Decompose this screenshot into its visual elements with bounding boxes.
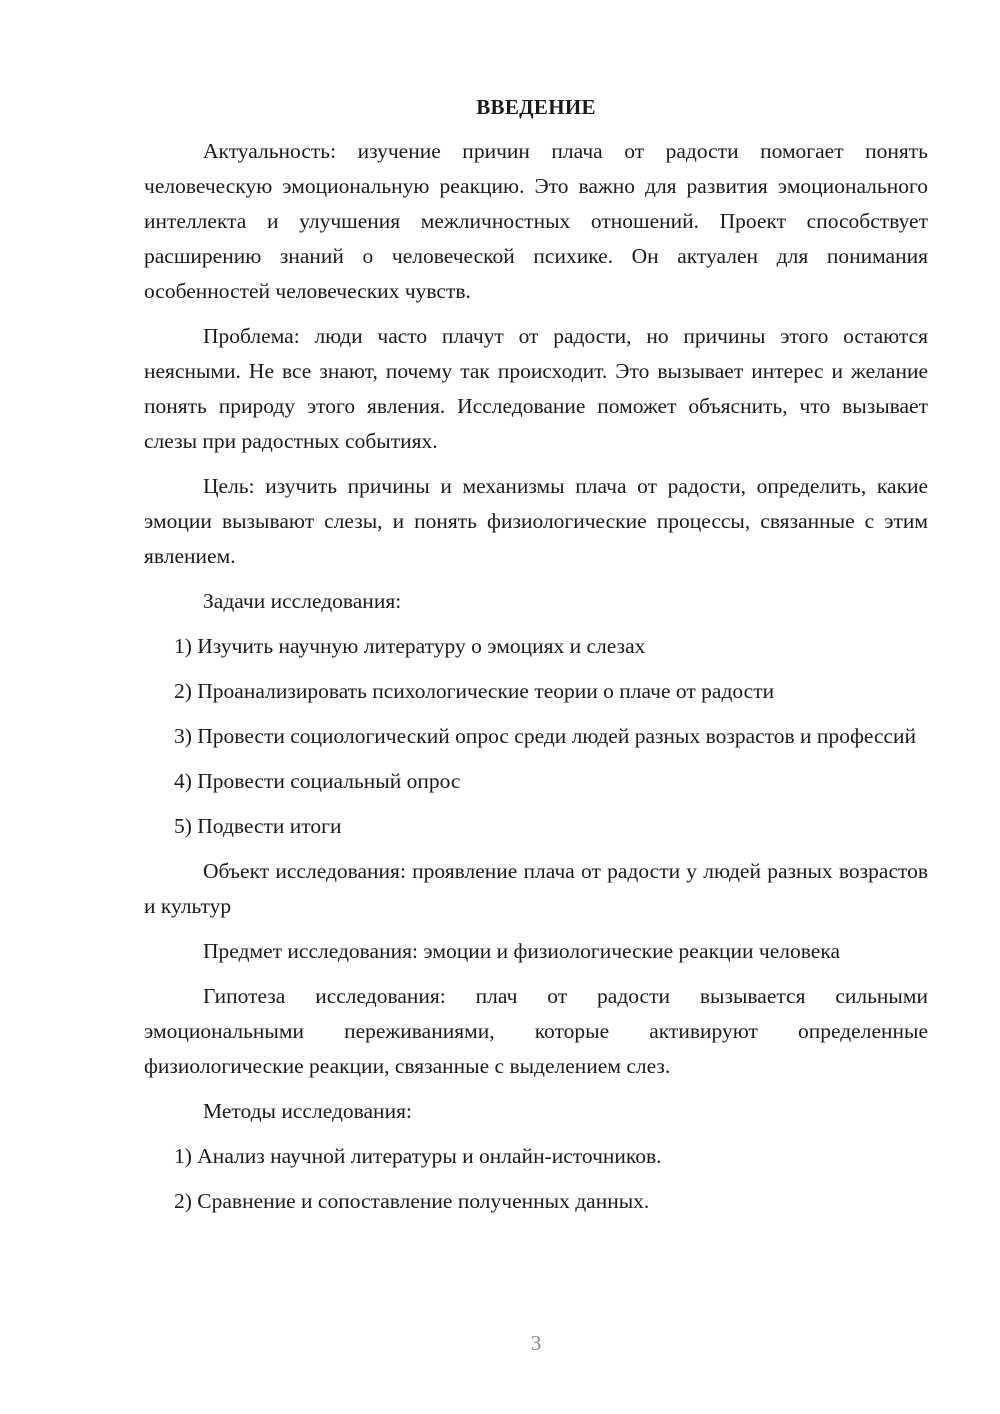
task-item: 4) Провести социальный опрос [174, 769, 461, 793]
methods-heading: Методы исследования: [203, 1099, 412, 1123]
object-paragraph: Объект исследования: проявление плача от радости у людей разных возрастов и культур [144, 859, 928, 918]
task-item: 2) Проанализировать психологические теории о плаче от радости [174, 679, 775, 703]
task-item: 3) Провести социологический опрос среди людей разных возрастов и профессий [174, 724, 917, 748]
method-item: 2) Сравнение и сопоставление полученных данных. [174, 1189, 650, 1213]
goal-paragraph: Цель: изучить причины и механизмы плача от радости, определить, какие эмоции вызывают слезы, и понять физиологические процессы, связанные с этим явлением. [144, 474, 928, 568]
actuality-paragraph: Актуальность: изучение причин плача от радости помогает понять человеческую эмоциональную реакцию. Это важно для развития эмоционального интеллекта и улучшения межличностных отношений. Проект способствует расширению знаний о человеческой психике. Он актуален для понимания особенностей человеческих чувств. [144, 139, 928, 303]
subject-paragraph: Предмет исследования: эмоции и физиологические реакции человека [203, 939, 841, 963]
page-title: ВВЕДЕНИЕ [476, 95, 596, 119]
hypothesis-paragraph: Гипотеза исследования: плач от радости вызывается сильными эмоциональными переживаниями, которые активируют определенные физиологические реакции, связанные с выделением слез. [144, 984, 928, 1078]
problem-paragraph: Проблема: люди часто плачут от радости, но причины этого остаются неясными. Не все знают, почему так происходит. Это вызывает интерес и желание понять природу этого явления. Исследование поможет объяснить, что вызывает слезы при радостных событиях. [144, 324, 928, 453]
method-item: 1) Анализ научной литературы и онлайн-источников. [174, 1144, 662, 1168]
page-number: 3 [530, 1331, 542, 1355]
document-page [144, 90, 928, 1229]
task-item: 5) Подвести итоги [174, 814, 342, 838]
tasks-heading: Задачи исследования: [203, 589, 402, 613]
task-item: 1) Изучить научную литературу о эмоциях и слезах [174, 634, 646, 658]
